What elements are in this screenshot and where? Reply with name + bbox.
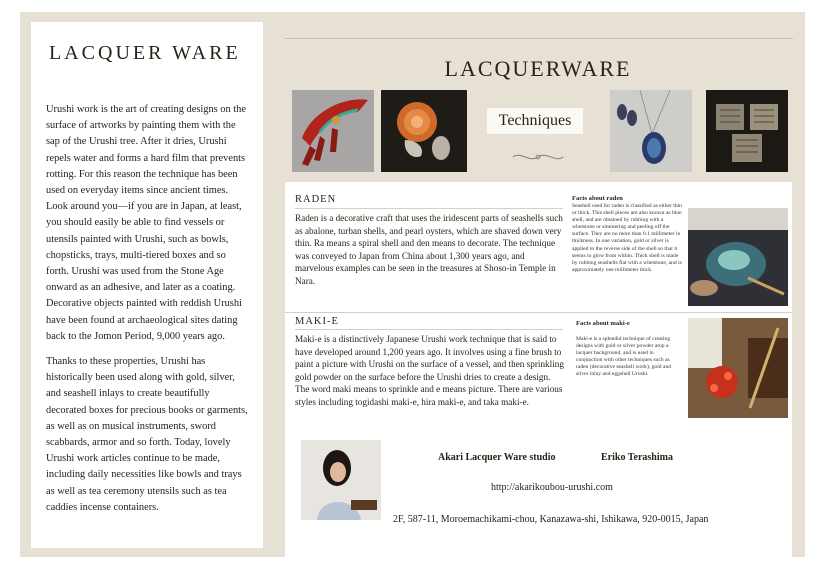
makie-body: Maki-e is a distinctively Japanese Urushi work technique that is said to have developed around 1,200 years ago. It involves using a fine brush to paint a picture with Urushi on the surface of a vessel, and then sprinkling gold powder on the surface before the Urushi dries to create a design. The word maki means to sprinkle and e means picture. There are various styles including togidashi maki-e, hira maki-e, and taka maki-e. <box>295 334 564 407</box>
page-title: LACQUERWARE <box>444 56 632 81</box>
section-divider <box>285 312 792 313</box>
intro-column <box>31 22 263 548</box>
intro-paragraph-2: Thanks to these properties, Urushi has historically been used along with gold, silver, and seashell inlays to create beautifully decorated boxes for precious books or garments, as well as on musical instruments, sword scabbards, armor and so forth. Today, lovely Urushi work articles continue to be made, including daily necessities like bowls and trays as well as tea ceremony utensils such as tea caddies incense containers. <box>46 356 248 513</box>
makie-facts-body: Maki-e is a splendid technique of creating designs with gold or silver powder atop a lacquer background, and is used in conjunction with other techniques such as raden (decorative seashell work), gold and silver inlay and eggshell Urushi. <box>576 336 672 378</box>
makie-title: MAKI-E <box>295 316 339 327</box>
website-link[interactable]: http://akarikoubou-urushi.com <box>491 482 613 493</box>
makie-work-photo <box>688 318 788 418</box>
pendants-photo <box>610 90 692 172</box>
makie-facts-title: Facts about maki-e <box>576 320 630 327</box>
raden-body: Raden is a decorative craft that uses the iridescent parts of seashells such as abalone, turban shells, and pearl oysters, which are shaved down very thin. Ra means a spiral shell and den means to decorate. The technique was conveyed to Japan from China about 1,300 years ago, and marvelous examples can be seen in the treasures at Shoso-in Temple in Nara. <box>295 213 563 286</box>
makie-rule <box>295 329 563 330</box>
raden-facts-body: Seashell used for raden is classified as either thin or thick. This shell pieces are also known as blue shell, and are obtained by rubbing with a whetstone or simmering and peeling off the surface. They are no more than 0.1 millimeter in thickness. In one variation, gold or silver is applied to the reverse side of the shell so that it seems to glow from within. Thick shell is made by rubbing seashells flat with a whetstone, and is approximately one millimeter thick. <box>572 203 682 273</box>
raden-title: RADEN <box>295 194 337 205</box>
hair-comb-photo <box>292 90 374 172</box>
intro-text <box>46 102 251 525</box>
raden-facts-title: Facts about raden <box>572 195 623 202</box>
ornament-icon <box>511 151 565 163</box>
raden-work-photo <box>688 208 788 306</box>
intro-paragraph-1: Urushi work is the art of creating designs on the surface of artworks by painting them with the sap of the Urushi tree. After it dries, Urushi repels water and forms a hard film that prevents rotting. For this reason the technique has been used on everyday items since ancient times. Look around you—if you are in Japan, at least, you should easily be able to find vessels or utensils painted with Urushi, such as bowls, chopsticks, trays, multi-tiered boxes and so forth. Urushi was used from the Stone Age onward as an adhesive, and later as a coating. Decorative objects painted with reddish Urushi have been found at archaeological sites dating back to the Jomon Period, 9,000 years ago. <box>46 104 246 342</box>
lacquer-boxes-photo <box>706 90 788 172</box>
artist-name: Eriko Terashima <box>601 452 673 463</box>
flower-pendant-photo <box>381 90 467 172</box>
top-rule <box>285 38 793 39</box>
intro-heading: LACQUER WARE <box>49 42 241 64</box>
artist-portrait <box>301 440 381 520</box>
raden-rule <box>295 208 563 209</box>
studio-address: 2F, 587-11, Moroemachikami-chou, Kanazawa-shi, Ishikawa, 920-0015, Japan <box>393 514 709 525</box>
studio-name: Akari Lacquer Ware studio <box>438 452 556 463</box>
techniques-column <box>281 24 795 548</box>
techniques-label: Techniques <box>487 108 583 134</box>
techniques-panel <box>285 182 792 574</box>
